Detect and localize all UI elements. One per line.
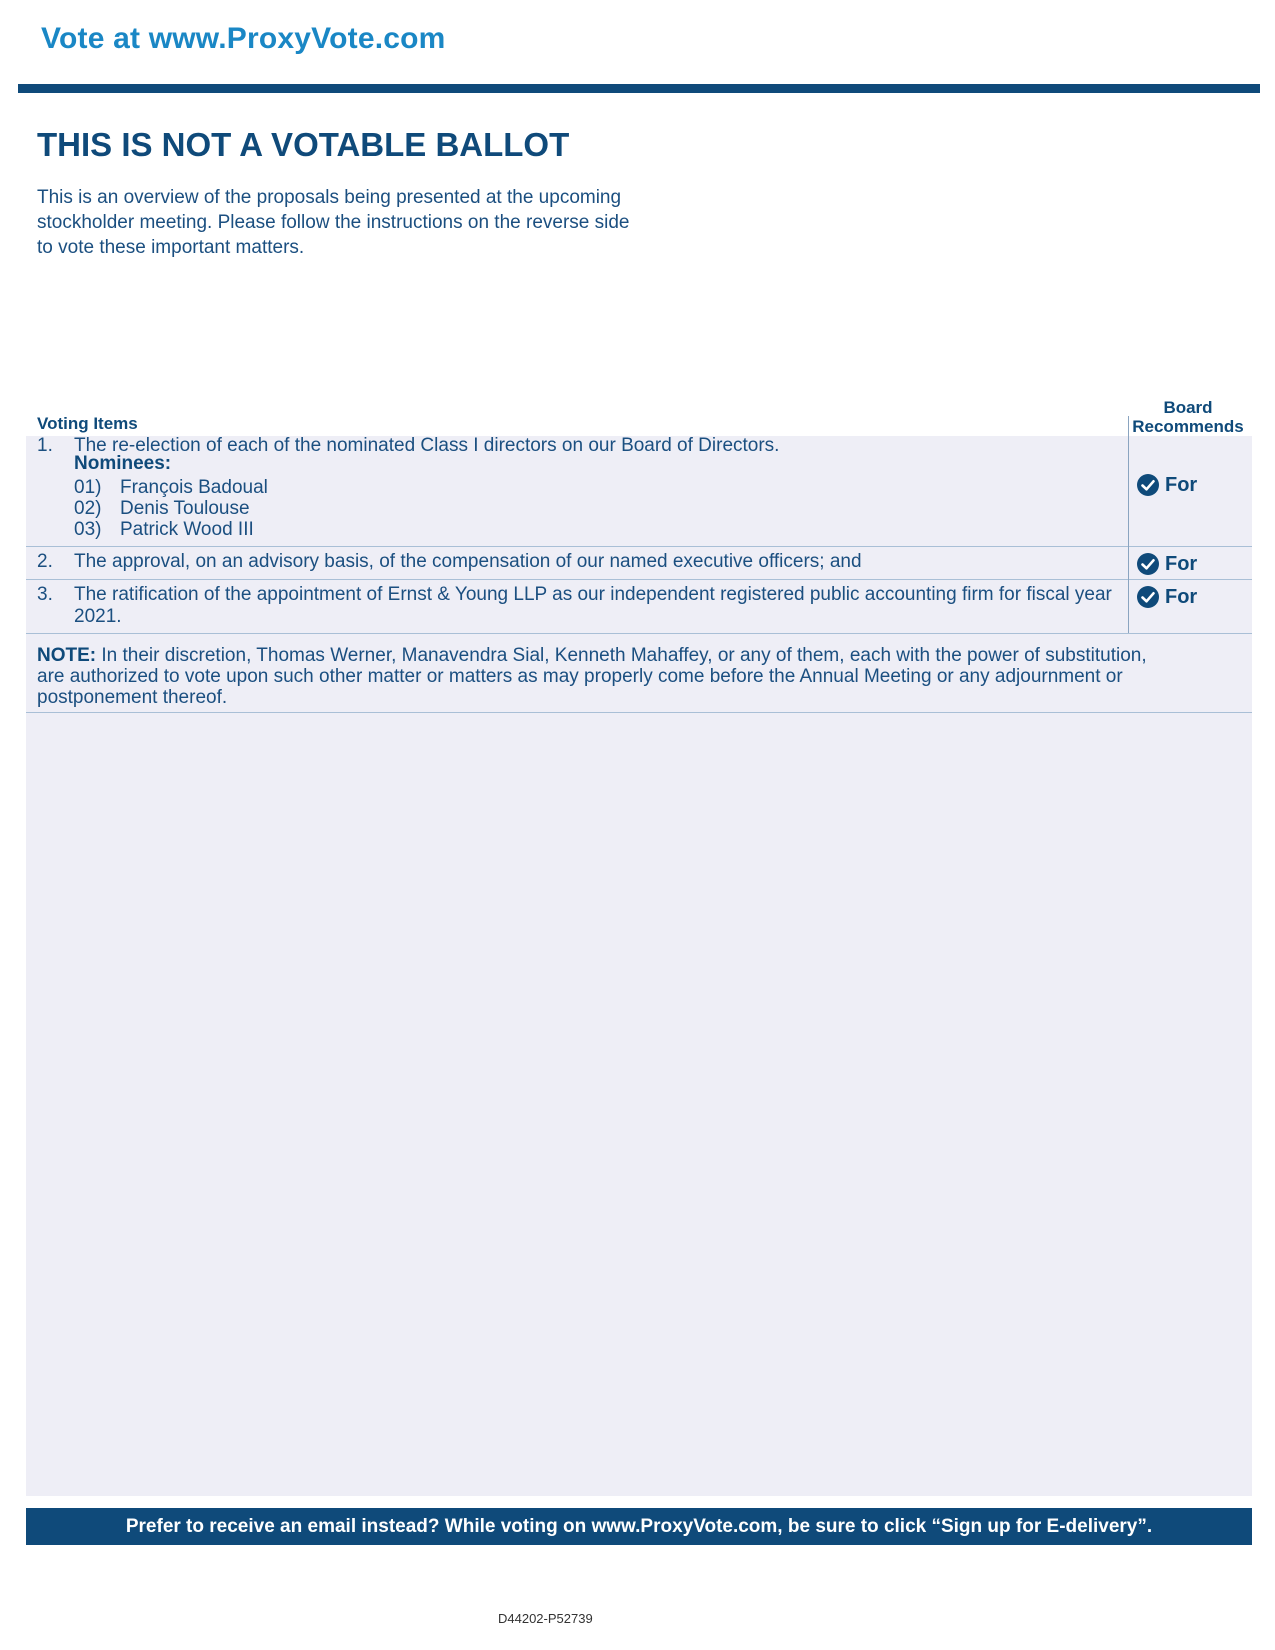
nominee-item bbox=[74, 519, 254, 541]
document-code: D44202-P52739 bbox=[498, 1611, 593, 1626]
page-title: THIS IS NOT A VOTABLE BALLOT bbox=[37, 126, 570, 163]
nominee-item bbox=[74, 477, 268, 499]
nominee-name: François Badoual bbox=[120, 477, 268, 498]
nominee-name: Patrick Wood III bbox=[120, 519, 254, 540]
brand-link[interactable]: Vote at www.ProxyVote.com bbox=[41, 22, 446, 55]
check-circle-icon bbox=[1136, 473, 1160, 497]
item-number: 1. bbox=[37, 435, 53, 456]
recommendation-label: For bbox=[1165, 473, 1198, 496]
note-text bbox=[37, 645, 1147, 708]
recommendation-label: For bbox=[1165, 585, 1198, 608]
intro-text: This is an overview of the proposals being presented at the upcoming stockholder meeting. Please follow the instructions on the reverse side to vote these important matters. bbox=[37, 187, 630, 258]
nominee-name: Denis Toulouse bbox=[120, 498, 250, 519]
nominee-index: 01) bbox=[74, 477, 102, 498]
item-text: The re-election of each of the nominated Class I directors on our Board of Directors. bbox=[74, 435, 780, 456]
nominee-index: 02) bbox=[74, 498, 102, 519]
item-text: The approval, on an advisory basis, of the compensation of our named executive officers; and bbox=[74, 551, 862, 572]
note-body: In their discretion, Thomas Werner, Manavendra Sial, Kenneth Mahaffey, or any of them, each with the power of substitution, are authorized to vote upon such other matter or matters as may properly come before the Annual Meeting or any adjournment or postponement thereof. bbox=[37, 645, 1147, 708]
item-number: 2. bbox=[37, 551, 53, 572]
voting-items-header: Voting Items bbox=[37, 414, 138, 433]
item-number: 3. bbox=[37, 584, 53, 605]
item-text: The ratification of the appointment of Ernst & Young LLP as our independent registered public accounting firm for fiscal year 2021. bbox=[74, 584, 1112, 627]
recommendation-label: For bbox=[1165, 552, 1198, 575]
voting-item-2 bbox=[26, 547, 1252, 580]
board-header-line2: Recommends bbox=[1132, 417, 1244, 436]
board-header-line1: Board bbox=[1163, 398, 1213, 417]
recommendation-for bbox=[1136, 473, 1197, 497]
voting-item-1 bbox=[26, 436, 1252, 547]
recommendation-for bbox=[1136, 585, 1197, 609]
board-recommends-header bbox=[1123, 398, 1253, 436]
top-rule bbox=[18, 84, 1260, 93]
recommendation-for bbox=[1136, 552, 1197, 576]
voting-item-3 bbox=[26, 580, 1252, 634]
e-delivery-banner: Prefer to receive an email instead? While voting on www.ProxyVote.com, be sure to click “Sign up for E-delivery”. bbox=[26, 1508, 1252, 1545]
check-circle-icon bbox=[1136, 585, 1160, 609]
column-divider bbox=[1128, 416, 1129, 633]
check-circle-icon bbox=[1136, 552, 1160, 576]
nominee-item bbox=[74, 498, 250, 520]
nominees-label: Nominees: bbox=[74, 453, 172, 474]
nominee-index: 03) bbox=[74, 519, 102, 540]
note-row bbox=[26, 634, 1252, 713]
note-label: NOTE: bbox=[37, 645, 97, 666]
